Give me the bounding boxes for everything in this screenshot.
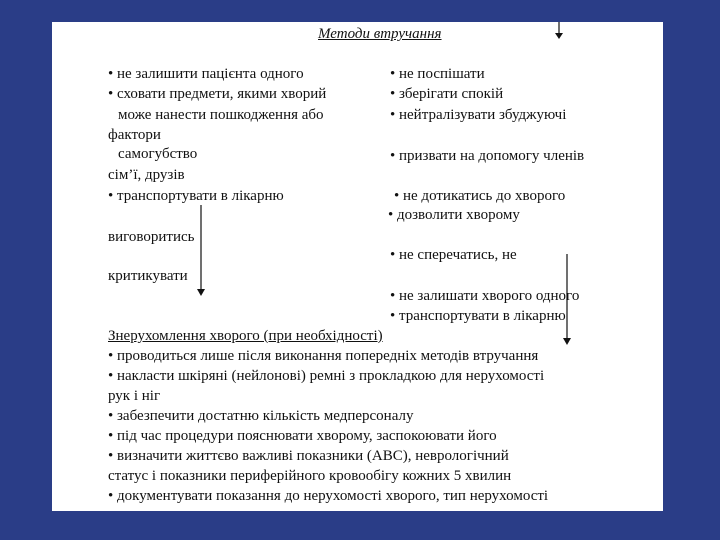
right-item: • дозволити хворому <box>388 207 520 223</box>
left-item: • транспортувати в лікарню <box>108 188 284 204</box>
left-item: фактори <box>108 127 161 143</box>
right-item: • не сперечатись, не <box>390 247 517 263</box>
right-item: • зберігати спокій <box>390 86 504 102</box>
left-item: критикувати <box>108 268 188 284</box>
list-item: • проводиться лише після виконання попередніх методів втручання <box>108 348 539 364</box>
right-item: • не поспішати <box>390 66 485 82</box>
page-title: Методи втручання <box>318 26 442 42</box>
list-item: рук і ніг <box>108 388 161 404</box>
list-item: • накласти шкіряні (нейлонові) ремні з прокладкою для нерухомості <box>108 368 545 384</box>
right-item: • транспортувати в лікарню <box>390 308 566 324</box>
right-item: • призвати на допомогу членів <box>390 148 585 164</box>
left-item: виговоритись <box>108 229 195 245</box>
right-item: • нейтралізувати збуджуючі <box>390 107 567 123</box>
left-item: • не залишити пацієнта одного <box>108 66 304 82</box>
left-item: може нанести пошкодження або <box>118 107 324 123</box>
section-heading: Знерухомлення хворого (при необхідності) <box>108 328 383 344</box>
right-item: • не дотикатись до хворого <box>394 188 566 204</box>
arrow-down-icon <box>552 22 566 40</box>
list-item: • визначити життєво важливі показники (АВС), неврологічний <box>108 448 509 464</box>
slide <box>52 22 663 511</box>
list-item: • під час процедури пояснювати хворому, заспокоювати його <box>108 428 497 444</box>
arrow-down-icon <box>194 205 208 297</box>
right-item: • не залишати хворого одного <box>390 288 580 304</box>
left-item: самогубство <box>118 146 198 162</box>
list-item: статус і показники периферійного кровообігу кожних 5 хвилин <box>108 468 512 484</box>
list-item: • документувати показання до нерухомості хворого, тип нерухомості <box>108 488 549 504</box>
list-item: • забезпечити достатню кількість медперсоналу <box>108 408 414 424</box>
left-item: • сховати предмети, якими хворий <box>108 86 327 102</box>
left-item: сім’ї, друзів <box>108 167 185 183</box>
arrow-down-icon <box>560 254 574 346</box>
